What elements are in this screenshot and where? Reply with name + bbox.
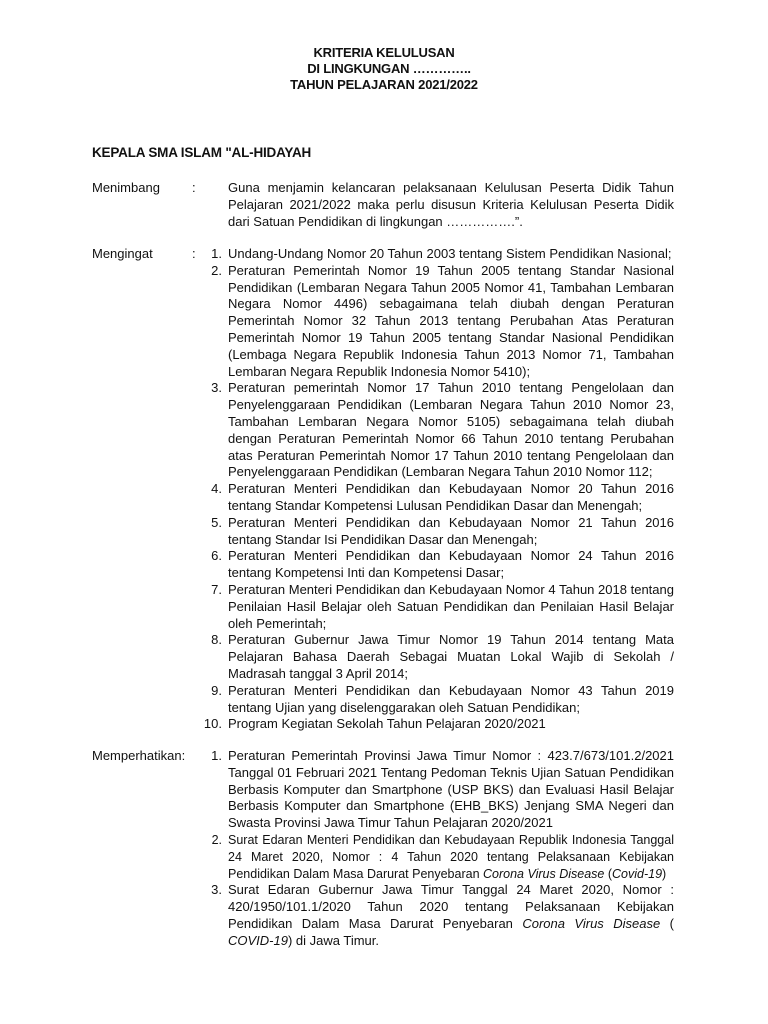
item-number: 8. bbox=[211, 632, 222, 648]
mengingat-item bbox=[211, 682, 674, 717]
item-text: Peraturan Menteri Pendidikan dan Kebudayaan Nomor 21 Tahun 2016 tentang Standar Isi Pendidikan Dasar dan Menengah; bbox=[228, 514, 674, 547]
mengingat-item bbox=[211, 514, 674, 549]
item-text: ( bbox=[660, 915, 674, 931]
memperhatikan-label: Memperhatikan: bbox=[92, 748, 186, 763]
mengingat-item bbox=[211, 632, 674, 682]
item-number: 7. bbox=[211, 581, 222, 597]
item-text: Surat Edaran Gubernur Jawa Timur Tanggal 24 Maret 2020, Nomor : 420/1950/101.1/2020 Tahun 2020 tentang Pelaksanaan Kebijakan Pendidikan Dalam Masa Darurat Penyebaran bbox=[228, 882, 674, 931]
item-number: 6. bbox=[211, 548, 222, 564]
item-text: Peraturan Gubernur Jawa Timur Nomor 19 Tahun 2014 tentang Mata Pelajaran Bahasa Daerah Sebagai Muatan Lokal Wajib di Sekolah / Madrasah tanggal 3 April 2014; bbox=[228, 632, 674, 681]
item-text-italic: Covid-19 bbox=[612, 866, 663, 881]
title-line-3: TAHUN PELAJARAN 2021/2022 bbox=[290, 77, 478, 92]
document-title bbox=[0, 45, 768, 93]
item-text-italic: Corona Virus Disease bbox=[522, 915, 661, 931]
item-text-italic: COVID-19 bbox=[228, 932, 288, 948]
item-text: ( bbox=[604, 866, 612, 881]
item-text: Peraturan Pemerintah Provinsi Jawa Timur Nomor : 423.7/673/101.2/2021 Tanggal 01 Februari 2021 Tentang Pedoman Teknis Ujian Satuan Pendidikan Berbasis Komputer dan Smartphone (USP BKS) dan Evaluasi Hasil Belajar Berbasis Komputer dan Smartphone (EHB_BKS) Jenjang SMA Negeri dan Swasta Provinsi Jawa Timur Tahun Pelajaran 2020/2021 bbox=[228, 748, 674, 831]
item-number: 2. bbox=[211, 832, 222, 847]
mengingat-item bbox=[211, 548, 674, 582]
menimbang-colon: : bbox=[192, 180, 196, 195]
item-text: Peraturan Menteri Pendidikan dan Kebudayaan Nomor 4 Tahun 2018 tentang Penilaian Hasil Belajar oleh Satuan Pendidikan dan Penilaian Hasil Belajar oleh Pemerintah; bbox=[228, 581, 674, 631]
item-text: Surat Edaran Menteri Pendidikan dan Kebudayaan Republik Indonesia Tanggal 24 Maret 2020, Nomor : 4 Tahun 2020 tentang Pelaksanaan Kebijakan Pendidikan Dalam Masa Darurat Penyebaran bbox=[228, 832, 674, 881]
item-number: 1. bbox=[211, 246, 222, 261]
item-text: Peraturan pemerintah Nomor 17 Tahun 2010 tentang Pengelolaan dan Penyelenggaraan Pendidikan (Lembaran Negara Tahun 2010 Nomor 23, Tambahan Lembaran Negara Nomor 5105) sebagaimana telah diubah dengan Peraturan Pemerintah Nomor 66 Tahun 2010 tentang Perubahan atas Peraturan Pemerintah Nomor 17 Tahun 2010 tentang Pengelolaan dan Penyelenggaraan Pendidikan (Lembaran Negara Tahun 2010 Nomor 112; bbox=[228, 380, 674, 480]
item-number: 5. bbox=[211, 514, 222, 530]
item-number: 3. bbox=[211, 882, 222, 898]
mengingat-item bbox=[211, 581, 674, 632]
menimbang-label: Menimbang bbox=[92, 180, 160, 195]
item-text-italic: Corona Virus Disease bbox=[483, 866, 605, 881]
item-text: Peraturan Menteri Pendidikan dan Kebudayaan Nomor 20 Tahun 2016 tentang Standar Kompetensi Lulusan Pendidikan Dasar dan Menengah; bbox=[228, 481, 674, 513]
mengingat-list bbox=[203, 246, 674, 733]
mengingat-item bbox=[211, 246, 674, 263]
mengingat-colon: : bbox=[192, 246, 196, 261]
memperhatikan-list bbox=[211, 748, 674, 950]
mengingat-item bbox=[211, 262, 674, 381]
title-line-2: DI LINGKUNGAN ………….. bbox=[307, 61, 471, 76]
mengingat-label: Mengingat bbox=[92, 246, 153, 261]
item-text: ) di Jawa Timur. bbox=[287, 932, 379, 948]
item-number: 4. bbox=[211, 481, 222, 497]
item-text: Peraturan Menteri Pendidikan dan Kebudayaan Nomor 43 Tahun 2019 tentang Ujian yang diselenggarakan oleh Satuan Pendidikan; bbox=[228, 682, 674, 715]
issuer-heading: KEPALA SMA ISLAM "AL-HIDAYAH bbox=[92, 145, 312, 160]
item-number: 9. bbox=[211, 682, 222, 698]
menimbang-text: Guna menjamin kelancaran pelaksanaan Kelulusan Peserta Didik Tahun Pelajaran 2021/2022 maka perlu disusun Kriteria Kelulusan Peserta Didik dari Satuan Pendidikan di lingkungan …………….”. bbox=[228, 180, 674, 229]
item-number: 3. bbox=[211, 380, 222, 396]
item-text: Program Kegiatan Sekolah Tahun Pelajaran 2020/2021 bbox=[228, 716, 546, 732]
mengingat-item bbox=[203, 716, 674, 733]
item-text: ) bbox=[662, 866, 667, 881]
item-number: 2. bbox=[211, 262, 222, 278]
memperhatikan-item bbox=[211, 748, 674, 832]
memperhatikan-item bbox=[211, 882, 674, 949]
item-text: Peraturan Pemerintah Nomor 19 Tahun 2005 tentang Standar Nasional Pendidikan (Lembaran Negara Tahun 2005 Nomor 41, Tambahan Lembaran Negara Nomor 4496) sebagaimana telah diubah dengan Peraturan Pemerintah Nomor 32 Tahun 2013 tentang Perubahan Atas Peraturan Pemerintah Nomor 19 Tahun 2005 tentang Standar Nasional Pendidikan (Lembaga Negara Republik Indonesia Tahun 2013 Nomor 71, Tambahan Lembaran Negara Republik Indonesia Nomor 5410); bbox=[228, 262, 674, 379]
item-text: Peraturan Menteri Pendidikan dan Kebudayaan Nomor 24 Tahun 2016 tentang Kompetensi Inti dan Kompetensi Dasar; bbox=[228, 548, 674, 581]
item-number: 1. bbox=[211, 748, 222, 763]
item-text: Undang-Undang Nomor 20 Tahun 2003 tentang Sistem Pendidikan Nasional; bbox=[228, 246, 672, 261]
item-number: 10. bbox=[203, 716, 222, 732]
mengingat-item bbox=[211, 481, 674, 515]
title-line-1: KRITERIA KELULUSAN bbox=[313, 45, 455, 60]
mengingat-item bbox=[211, 380, 674, 481]
memperhatikan-item bbox=[211, 832, 674, 882]
